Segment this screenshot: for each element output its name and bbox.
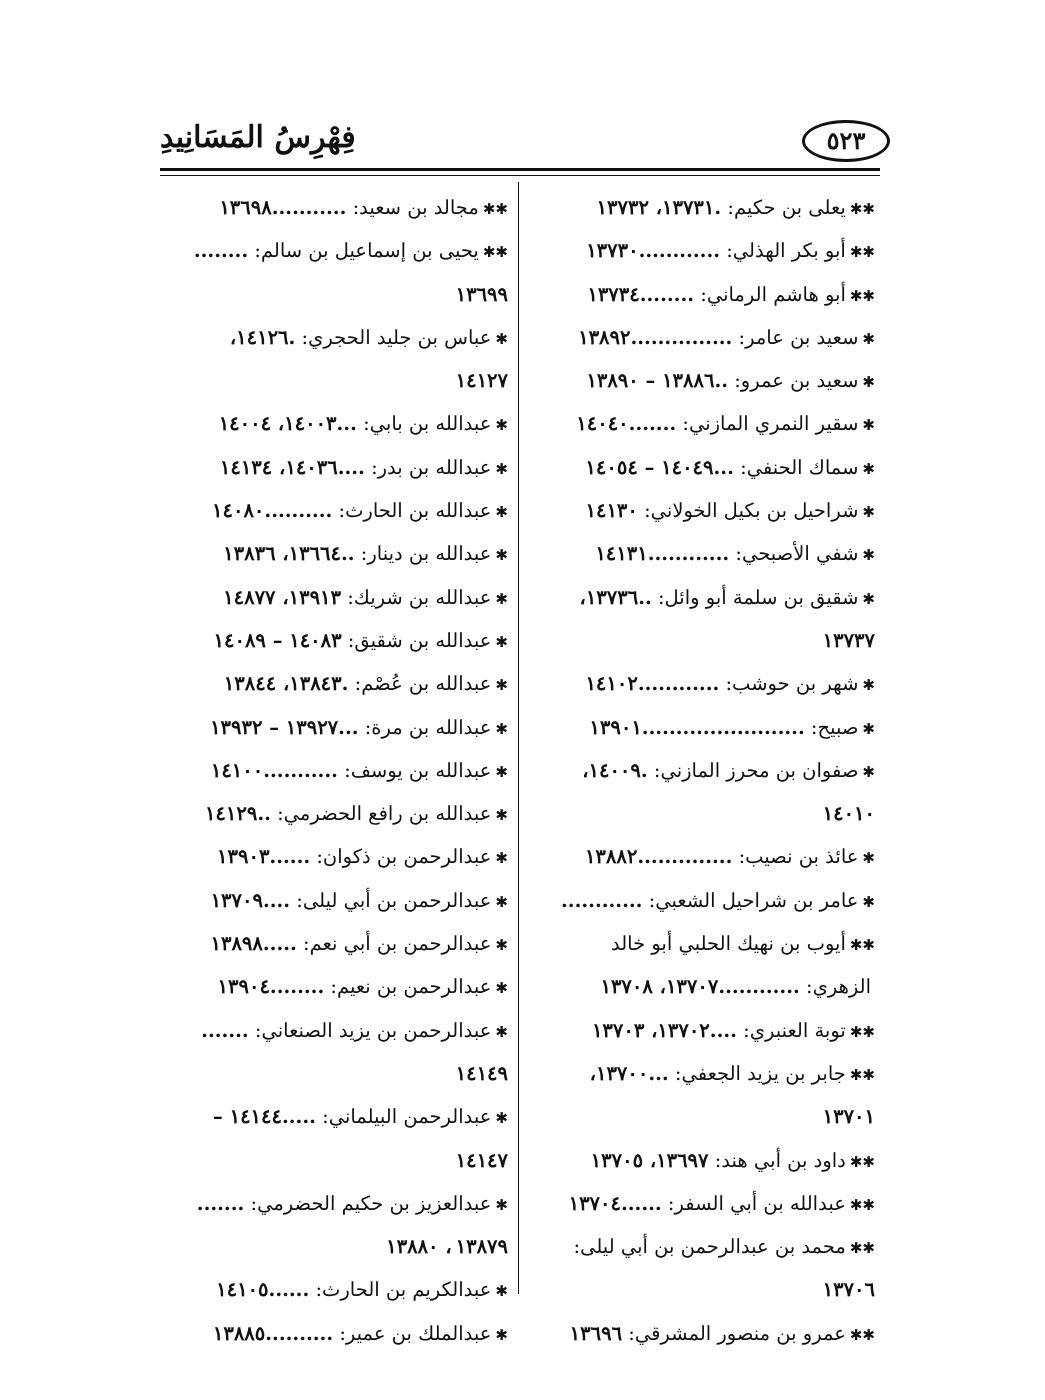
entry-name: عبدالملك بن عمير: (333, 1321, 492, 1345)
entry-hadith-numbers: ........................١٣٩٠١ (589, 715, 805, 739)
index-entry (533, 923, 875, 966)
index-entry (166, 836, 508, 879)
entry-name: عبدالله بن رافع الحضرمي: (270, 802, 492, 826)
entry-name: شهر بن حوشب: (719, 672, 859, 696)
entry-marker: ✱ (495, 892, 508, 911)
entry-name: عبدالله بن شريك: (341, 585, 492, 609)
entry-hadith-numbers: ............١٤١٠٢ (585, 672, 720, 696)
index-entry (533, 1096, 875, 1139)
entry-hadith-numbers: ١٣٧٠٦ (822, 1278, 875, 1302)
page-header (160, 108, 880, 170)
entry-name: عبدالله بن الحارث: (332, 499, 492, 523)
entry-hadith-numbers: ١٣٧٣٧ (822, 628, 875, 652)
index-entry (533, 1140, 875, 1183)
entry-marker: ✱ (495, 416, 508, 435)
entry-name: عبدالله بن عُصْم: (348, 672, 492, 696)
entry-hadith-numbers: ............١٤١٣١ (595, 542, 730, 566)
index-entry (166, 750, 508, 793)
entry-name: عبدالرحمن بن نعيم: (324, 975, 492, 999)
entry-hadith-numbers: ....١٣٧٠٩ (210, 888, 291, 912)
entry-marker: ✱ (862, 373, 875, 392)
index-entry (166, 577, 508, 620)
entry-hadith-numbers: ١٤٠٨٣ – ١٤٠٨٩ (213, 628, 342, 652)
entry-name: عبدالرحمن بن أبي ليلى: (290, 888, 492, 912)
index-entry (166, 1010, 508, 1053)
index-entry (166, 1183, 508, 1226)
entry-hadith-numbers: ...............١٣٨٩٢ (578, 325, 733, 349)
entry-hadith-numbers: ١٤٠١٠ (822, 802, 875, 826)
entry-marker: ✱✱ (849, 286, 875, 305)
entry-marker: ✱ (862, 892, 875, 911)
entry-marker: ✱✱ (849, 1325, 875, 1344)
index-entry (533, 793, 875, 836)
page-number: ٥٢٣ (826, 126, 866, 155)
entry-hadith-numbers: ........١٣٧٣٤ (587, 282, 695, 306)
index-entry (533, 1183, 875, 1226)
entry-marker: ✱ (495, 979, 508, 998)
entry-marker: ✱ (862, 719, 875, 738)
entry-hadith-numbers: ١٤١٣٠ (585, 499, 638, 523)
entry-marker: ✱ (862, 329, 875, 348)
index-entry (533, 490, 875, 533)
entry-marker: ✱✱ (849, 200, 875, 218)
right-column (533, 187, 875, 1356)
entry-hadith-numbers: .....١٤١٤٤ – (213, 1105, 316, 1129)
index-entry (166, 1140, 508, 1183)
entry-name: عائذ بن نصيب: (732, 845, 859, 869)
index-entry (533, 577, 875, 620)
entry-hadith-numbers: ١٣٧٠١ (822, 1105, 875, 1129)
entry-marker: ✱ (495, 1195, 508, 1214)
entry-hadith-numbers: ١٤١٢٧ (455, 369, 508, 393)
entry-marker: ✱ (495, 329, 508, 348)
entry-marker: ✱ (495, 632, 508, 651)
index-entry (533, 836, 875, 879)
entry-name: عبدالله بن شقيق: (341, 628, 492, 652)
entry-name: صبيح: (804, 715, 859, 739)
entry-marker: ✱✱ (849, 936, 875, 955)
entry-hadith-numbers: .....١٣٨٩٨ (210, 932, 297, 956)
index-entry (533, 1269, 875, 1312)
index-entry (533, 274, 875, 317)
entry-hadith-numbers: ..........١٣٨٨٥ (212, 1321, 334, 1345)
entry-hadith-numbers: ١٤١٤٩ (455, 1061, 508, 1085)
column-divider (518, 182, 519, 1294)
entry-marker: ✱✱ (849, 243, 875, 262)
entry-hadith-numbers: ........١٣٩٠٤ (217, 975, 325, 999)
entry-hadith-numbers: ............١٣٧٠٧، ١٣٧٠٨ (600, 975, 800, 999)
entry-marker: ✱✱ (849, 1022, 875, 1041)
index-entry (166, 923, 508, 966)
entry-marker: ✱ (862, 762, 875, 781)
entry-name: عامر بن شراحيل الشعبي: (642, 888, 859, 912)
entry-name: عبدالله بن بابي: (356, 412, 492, 436)
entry-hadith-numbers: ............١٣٧٣٠ (586, 239, 721, 263)
entry-name: يعلى بن حكيم: (721, 196, 846, 219)
entry-hadith-numbers: ١٣٦٩٩ (455, 282, 508, 306)
index-entry (533, 880, 875, 923)
entry-hadith-numbers: .١٤١٢٦، (229, 325, 296, 349)
index-entry (166, 230, 508, 273)
index-entry (166, 403, 508, 446)
entry-name: شقيق بن سلمة أبو وائل: (651, 585, 859, 609)
index-entry (166, 1313, 508, 1356)
index-entry (166, 317, 508, 360)
entry-name: داود بن أبي هند: (708, 1148, 846, 1172)
entry-hadith-numbers: ..١٣٨٨٦ – ١٣٨٩٠ (586, 369, 729, 393)
entry-hadith-numbers: ...١٤٠٤٩ – ١٤٠٥٤ (585, 455, 734, 479)
page-number-badge (802, 120, 890, 162)
entry-name: توبة العنبري: (736, 1018, 846, 1042)
index-entry (533, 360, 875, 403)
entry-marker: ✱ (495, 1325, 508, 1344)
index-entry (533, 447, 875, 490)
index-entry (166, 1226, 508, 1269)
index-entry (166, 663, 508, 706)
entry-name: صفوان بن محرز المازني: (647, 758, 859, 782)
entry-hadith-numbers: ١٤١٤٧ (455, 1148, 508, 1172)
entry-marker: ✱ (862, 849, 875, 868)
entry-hadith-numbers: .١٣٧٣١، ١٣٧٣٢ (596, 196, 722, 219)
index-entry (533, 966, 875, 1009)
index-entry (533, 230, 875, 273)
entry-hadith-numbers: ............ (561, 888, 643, 912)
index-entry (533, 1053, 875, 1096)
index-entry (166, 1269, 508, 1312)
entry-hadith-numbers: ..........١٤٠٨٠ (212, 499, 333, 523)
index-entry (166, 1053, 508, 1096)
entry-marker: ✱ (495, 676, 508, 695)
entry-hadith-numbers: ...........١٤١٠٠ (210, 758, 338, 782)
entry-hadith-numbers: ........ (193, 239, 249, 263)
entry-name: عبدالله بن بدر: (364, 455, 492, 479)
entry-marker (871, 979, 875, 997)
entry-name: عمرو بن منصور المشرقي: (622, 1321, 846, 1345)
index-entry (533, 707, 875, 750)
entry-marker: ✱✱ (482, 200, 508, 218)
entry-marker: ✱ (862, 589, 875, 608)
entry-marker: ✱ (495, 1109, 508, 1128)
entry-hadith-numbers: ....... (201, 1018, 249, 1042)
index-entry (166, 447, 508, 490)
entry-name: عبدالله بن دينار: (354, 542, 492, 566)
entry-marker: ✱ (495, 459, 508, 478)
entry-marker: ✱ (495, 762, 508, 781)
index-entry (533, 1313, 875, 1356)
entry-marker: ✱✱ (482, 243, 508, 262)
index-entry (533, 663, 875, 706)
entry-name: أبو بكر الهذلي: (720, 239, 846, 263)
index-entry (533, 403, 875, 446)
left-column (166, 187, 508, 1356)
entry-name: الزهري: (799, 975, 871, 999)
index-entry (166, 966, 508, 1009)
entry-marker: ✱ (495, 503, 508, 522)
index-entry (533, 1226, 875, 1269)
entry-name: سقير النمري المازني: (676, 412, 859, 436)
entry-hadith-numbers: ......١٣٧٠٤ (568, 1191, 662, 1215)
entry-name: عبدالرحمن بن أبي نعم: (296, 932, 492, 956)
entry-name: شفي الأصبحي: (729, 542, 859, 566)
entry-name: مجالد بن سعيد: (346, 196, 479, 219)
index-entry (166, 274, 508, 317)
entry-hadith-numbers: ...........١٣٦٩٨ (219, 196, 347, 219)
entry-name: أبو هاشم الرماني: (694, 282, 846, 306)
entry-marker: ✱ (862, 503, 875, 522)
entry-marker: ✱ (495, 849, 508, 868)
index-entry (166, 707, 508, 750)
entry-hadith-numbers: ..١٣٦٦٤، ١٣٨٣٦ (223, 542, 355, 566)
entry-marker: ✱ (862, 546, 875, 565)
entry-hadith-numbers: ......١٤١٠٥ (216, 1278, 310, 1302)
entry-name: سعيد بن عمرو: (728, 369, 859, 393)
entry-marker: ✱ (862, 676, 875, 695)
entry-marker: ✱ (495, 589, 508, 608)
page-title: فِهْرِسُ المَسَانِيدِ (160, 120, 356, 155)
entry-hadith-numbers: ......١٣٩٠٣ (217, 845, 311, 869)
index-entry (166, 793, 508, 836)
entry-hadith-numbers: ١٣٦٩٧، ١٣٧٠٥ (590, 1148, 709, 1172)
entry-name: عبدالرحمن بن ذكوان: (310, 845, 492, 869)
entry-name: جابر بن يزيد الجعفي: (668, 1061, 846, 1085)
index-entry (166, 1096, 508, 1139)
entry-hadith-numbers: ...١٣٩٢٧ – ١٣٩٣٢ (210, 715, 359, 739)
entry-hadith-numbers: ..١٣٧٣٦، (579, 585, 652, 609)
entry-hadith-numbers: .١٤٠٠٩، (582, 758, 648, 782)
entry-marker: ✱ (862, 416, 875, 435)
entry-hadith-numbers: ....... (196, 1191, 245, 1215)
entry-hadith-numbers: ....١٤٠٣٦، ١٤١٣٤ (219, 455, 365, 479)
header-rule-thin (160, 175, 880, 176)
entry-marker: ✱ (495, 719, 508, 738)
header-rule-thick (160, 168, 880, 171)
entry-name: أيوب بن نهيك الحلبي أبو خالد (610, 932, 846, 956)
entry-hadith-numbers: ١٣٨٧٩، ١٣٨٨٠ (386, 1235, 508, 1259)
entry-marker: ✱ (495, 546, 508, 565)
entry-hadith-numbers: .١٣٨٤٣، ١٣٨٤٤ (223, 672, 349, 696)
entry-name: عبدالله بن يوسف: (337, 758, 492, 782)
entry-hadith-numbers: ١٣٦٩٦ (569, 1321, 623, 1345)
entry-name: عبدالرحمن البيلماني: (315, 1105, 492, 1129)
index-entry (166, 490, 508, 533)
index-entry (533, 317, 875, 360)
index-entry (166, 880, 508, 923)
index-entry (533, 187, 875, 230)
entry-name: يحيى بن إسماعيل بن سالم: (248, 239, 479, 263)
entry-marker: ✱ (495, 1282, 508, 1301)
entry-marker: ✱✱ (849, 1195, 875, 1214)
entry-hadith-numbers: ...١٣٧٠٠، (589, 1061, 669, 1085)
index-entry (533, 533, 875, 576)
entry-name: عبدالله بن أبي السفر: (661, 1191, 846, 1215)
index-entry (166, 620, 508, 663)
entry-name: سعيد بن عامر: (732, 325, 859, 349)
entry-hadith-numbers: ...١٤٠٠٣، ١٤٠٠٤ (218, 412, 357, 436)
index-entry (533, 620, 875, 663)
index-entry (166, 187, 508, 230)
entry-marker: ✱✱ (849, 1152, 875, 1171)
entry-marker: ✱✱ (849, 1239, 875, 1258)
entry-marker: ✱ (495, 1022, 508, 1041)
index-entry (166, 360, 508, 403)
index-entry (166, 533, 508, 576)
entry-name: محمد بن عبدالرحمن بن أبي ليلى: (573, 1235, 846, 1259)
entry-name: عبدالعزيز بن حكيم الحضرمي: (244, 1191, 492, 1215)
entry-name: عباس بن جليد الحجري: (295, 325, 492, 349)
index-entry (533, 750, 875, 793)
entry-marker: ✱ (495, 936, 508, 955)
entry-marker: ✱ (495, 806, 508, 825)
entry-hadith-numbers: .......١٤٠٤٠ (576, 412, 677, 436)
entry-hadith-numbers: ....١٣٧٠٢، ١٣٧٠٣ (591, 1018, 737, 1042)
entry-name: سماك الحنفي: (733, 455, 859, 479)
entry-marker: ✱ (862, 459, 875, 478)
entry-hadith-numbers: ..............١٣٨٨٢ (584, 845, 733, 869)
entry-name: عبدالله بن مرة: (358, 715, 492, 739)
entry-hadith-numbers: ١٣٩١٣، ١٤٨٧٧ (223, 585, 341, 609)
entry-name: عبدالكريم بن الحارث: (309, 1278, 492, 1302)
entry-name: عبدالرحمن بن يزيد الصنعاني: (248, 1018, 492, 1042)
entry-name: شراحيل بن بكيل الخولاني: (637, 499, 859, 523)
entry-hadith-numbers: ..١٤١٢٩ (204, 802, 271, 826)
entry-marker: ✱✱ (849, 1065, 875, 1084)
index-entry (533, 1010, 875, 1053)
